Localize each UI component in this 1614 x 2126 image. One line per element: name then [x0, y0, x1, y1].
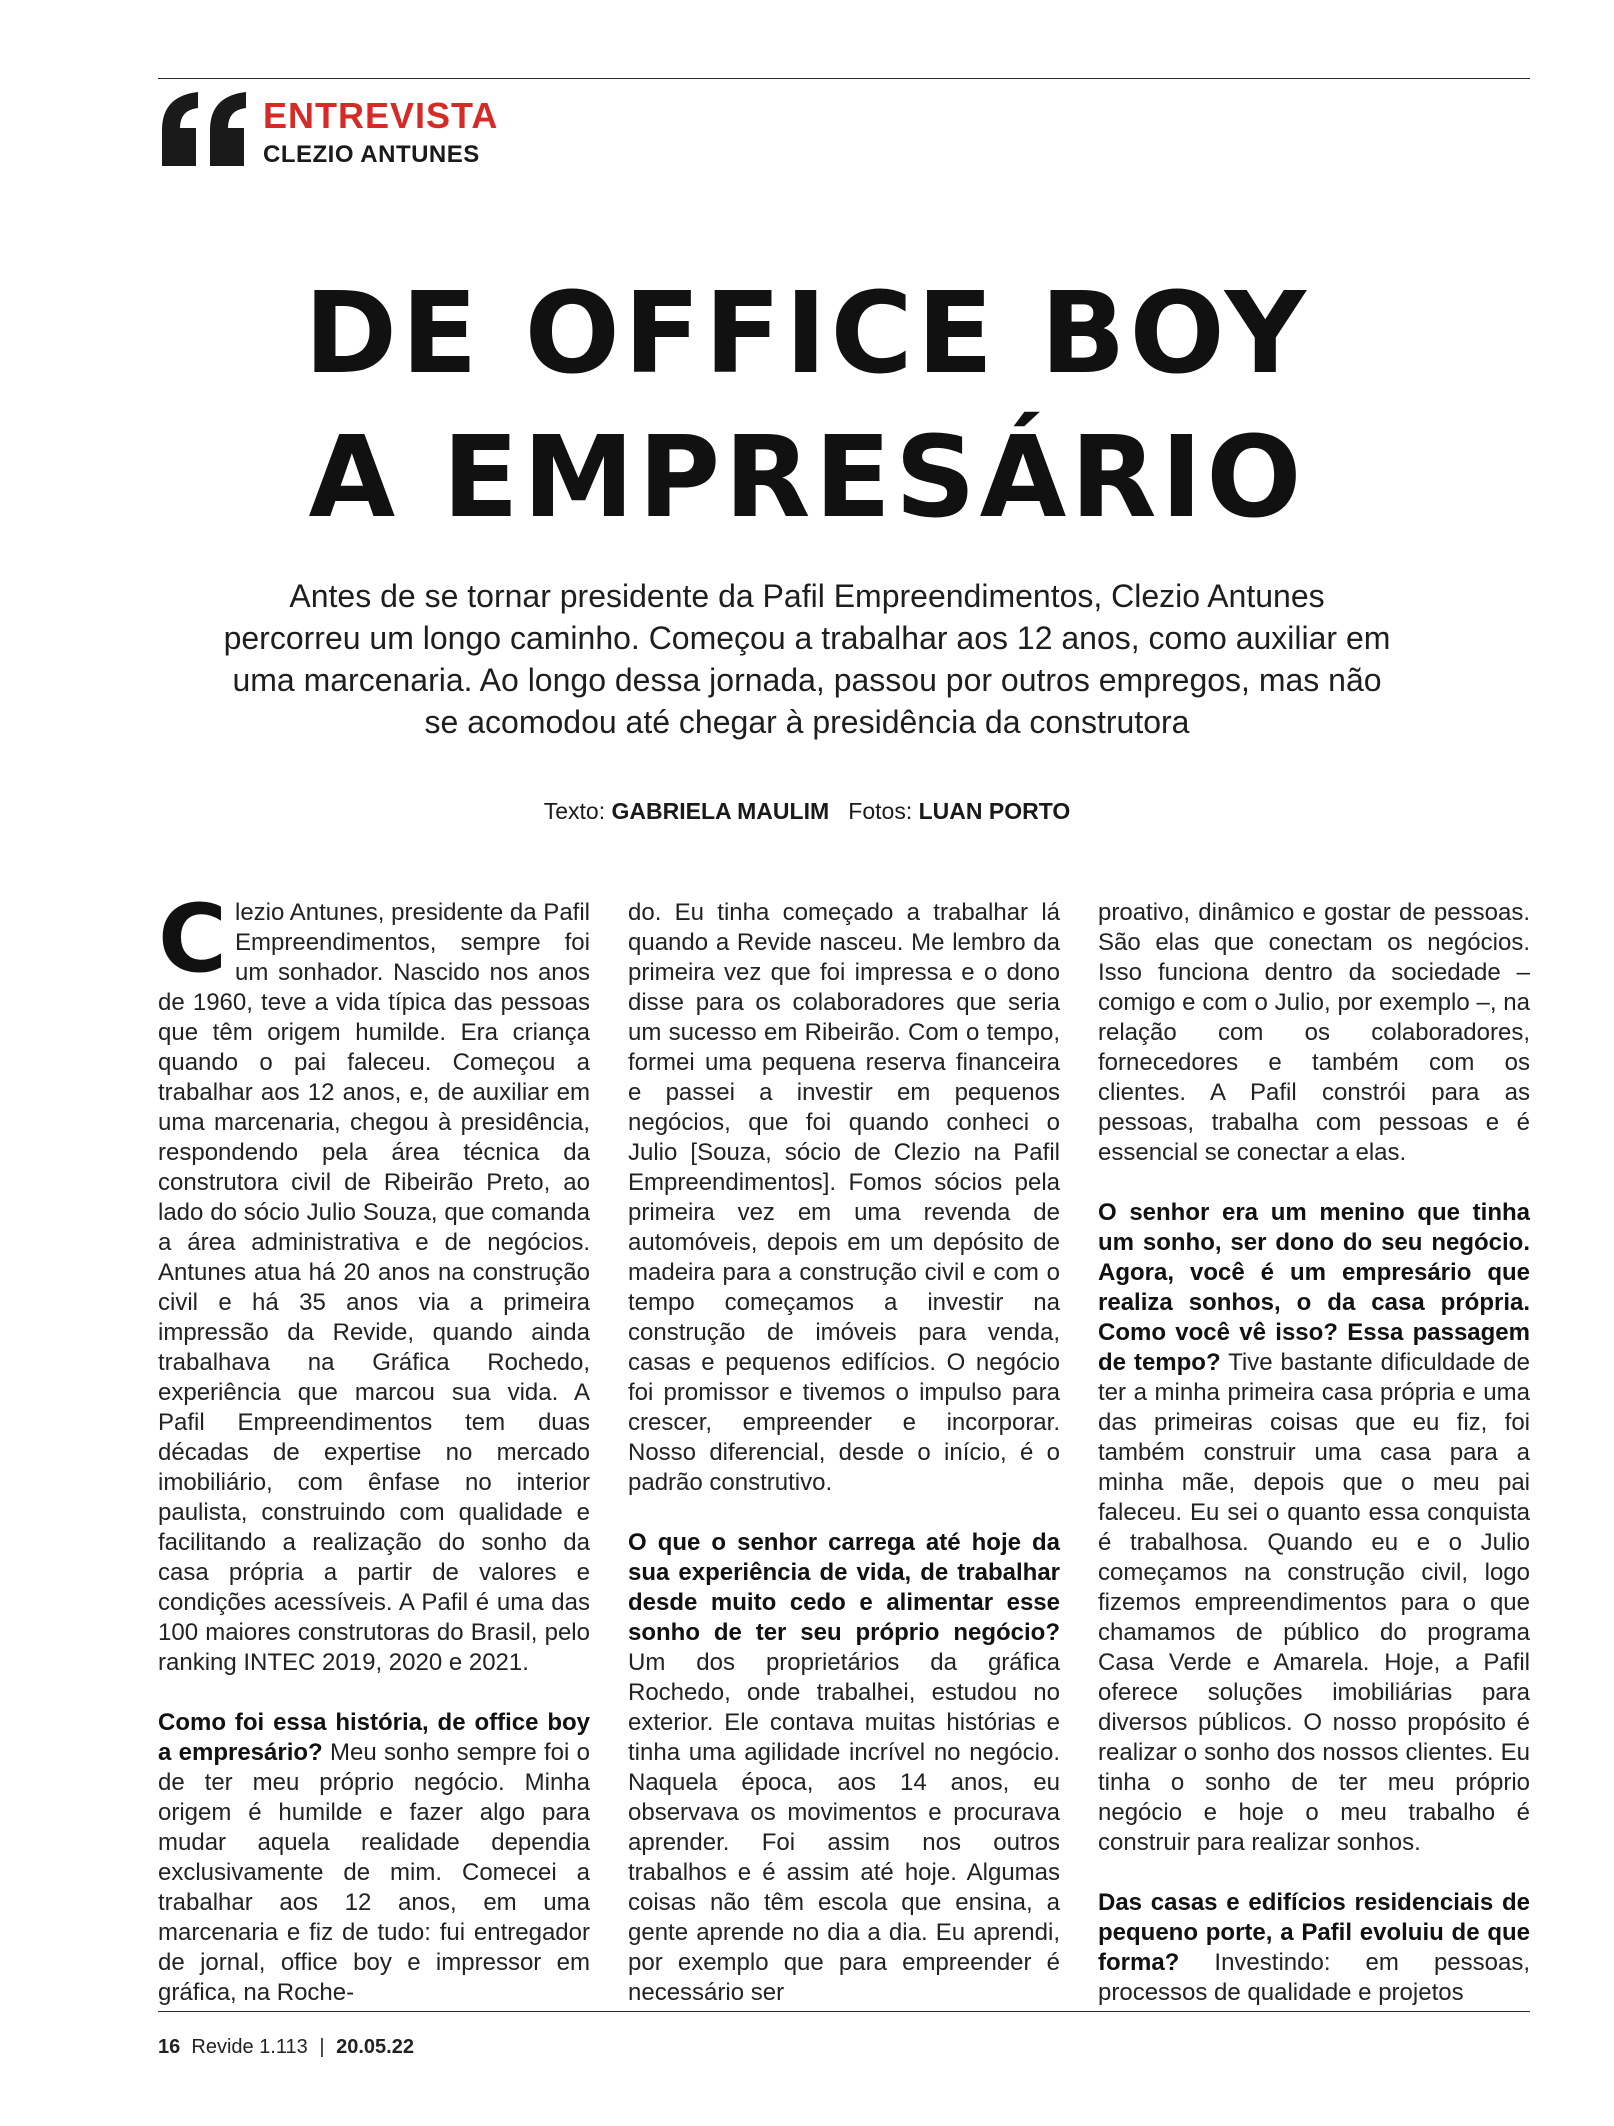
drop-cap: C — [158, 885, 227, 994]
answer-2-continued: proativo, dinâmico e gostar de pessoas. São elas que conectam os negócios. Isso funciona dentro da sociedade – comigo e com o Julio, por exemplo –, na relação com os colaboradores, fornecedores e também com os clientes. A Pafil constrói para as pessoas, trabalha com pessoas e é essencial se conectar a elas. — [1098, 899, 1530, 1166]
question-2: O que o senhor carrega até hoje da sua experiência de vida, de trabalhar desde muito cedo e alimentar esse sonho de ter seu próprio negócio? — [628, 1529, 1060, 1646]
answer-2-part-1: Um dos proprietários da gráfica Rochedo, onde trabalhei, estudou no exterior. Ele contava muitas histórias e tinha uma agilidade incrível no negócio. Naquela época, aos 14 anos, eu observava os movimentos e procurava aprender. Foi assim nos outros trabalhos e é assim até hoje. Algumas coisas não têm escola que ensina, a gente aprende no dia a dia. Eu aprendi, por exemplo que para empreender é necessário ser — [628, 1649, 1060, 2006]
section-label: ENTREVISTA — [263, 95, 499, 136]
photo-credit-author: LUAN PORTO — [918, 798, 1071, 824]
page-footer — [158, 2035, 414, 2059]
top-rule — [158, 78, 1530, 79]
text-credit-label: Texto: — [543, 798, 606, 824]
answer-1-continued: do. Eu tinha começado a trabalhar lá quando a Revide nasceu. Me lembro da primeira vez que foi impressa e o dono disse para os colaboradores que seria um sucesso em Ribeirão. Com o tempo, formei uma pequena reserva financeira e passei a investir em pequenos negócios, que foi quando conheci o Julio [Souza, sócio de Clezio na Pafil Empreendimentos]. Fomos sócios pela primeira vez em uma revenda de automóveis, depois em um depósito de madeira para a construção civil e com o tempo começamos a investir na construção de imóveis para venda, casas e pequenos edifícios. O negócio foi promissor e tivemos o impulso para crescer, empreender e incorporar. Nosso diferencial, desde o início, é o padrão construtivo. — [628, 899, 1060, 1496]
magazine-issue: Revide 1.113 — [191, 2036, 308, 2058]
page-number: 16 — [158, 2036, 181, 2058]
standfirst: Antes de se tornar presidente da Pafil Empreendimentos, Clezio Antunes percorreu um longo caminho. Começou a trabalhar aos 12 anos, como auxiliar em uma marcenaria. Ao longo dessa jornada, passou por outros empregos, mas não se acomodou até chegar à presidência da construtora — [223, 578, 1391, 740]
question-4: Das casas e edifícios residenciais de pequeno porte, a Pafil evoluiu de que forma? — [1098, 1889, 1530, 1976]
footer-divider: | — [319, 2036, 325, 2058]
interviewee-name: CLEZIO ANTUNES — [263, 141, 480, 168]
bottom-rule — [158, 2011, 1530, 2012]
qa-1 — [158, 1708, 590, 2008]
answer-3: Tive bastante dificuldade de ter a minha primeira casa própria e uma das primeiras coisas que eu fiz, foi também construir uma casa para a minha mãe, depois que o meu pai faleceu. Eu sei o quanto essa conquista é trabalhosa. Quando eu e o Julio começamos na construção civil, logo fizemos empreendimentos para o que chamamos de público do programa Casa Verde e Amarela. Hoje, a Pafil oferece soluções imobiliárias para diversos públicos. O nosso propósito é realizar o sonho dos nossos clientes. Eu tinha o sonho de ter meu próprio negócio e hoje o meu trabalho é construir para realizar sonhos. — [1098, 1349, 1530, 1856]
column-3 — [1098, 898, 1530, 2038]
intro-paragraph — [158, 885, 590, 1678]
qa-2 — [628, 1528, 1060, 2008]
answer-1-part-1: Meu sonho sempre foi o de ter meu próprio negócio. Minha origem é humilde e fazer algo para mudar aquela realidade dependia exclusivamente de mim. Comecei a trabalhar aos 12 anos, em uma marcenaria e fiz de tudo: fui entregador de jornal, office boy e impressor em gráfica, na Roche- — [158, 1739, 590, 2006]
question-1: Como foi essa história, de office boy a empresário? — [158, 1709, 590, 1766]
headline-line-1: DE OFFICE BOY — [304, 269, 1310, 399]
credits — [0, 796, 1614, 826]
column-1 — [158, 885, 590, 2038]
intro-text: lezio Antunes, presidente da Pafil Empreendimentos, sempre foi um sonhador. Nascido nos anos de 1960, teve a vida típica das pessoas que têm origem humilde. Era criança quando o pai faleceu. Começou a trabalhar aos 12 anos, e, de auxiliar em uma marcenaria, chegou à presidência, respondendo pela área técnica da construtora civil de Ribeirão Preto, ao lado do sócio Julio Souza, que comanda a área administrativa e de negócios. Antunes atua há 20 anos na construção civil e há 35 anos via a primeira impressão da Revide, quando ainda trabalhava na Gráfica Rochedo, experiência que marcou sua vida. A Pafil Empreendimentos tem duas décadas de expertise no mercado imobiliário, com ênfase no interior paulista, construindo com qualidade e facilitando a realização do sonho da casa própria a partir de valores e condições acessíveis. A Pafil é uma das 100 maiores construtoras do Brasil, pelo ranking INTEC 2019, 2020 e 2021. — [158, 899, 590, 1676]
text-credit-author: GABRIELA MAULIM — [611, 798, 830, 824]
quote-mark-icon — [158, 90, 250, 168]
question-3: O senhor era um menino que tinha um sonho, ser dono do seu negócio. Agora, você é um empresário que realiza sonhos, o da casa própria. Como você vê isso? Essa passagem de tempo? — [1098, 1199, 1530, 1376]
headline — [0, 262, 1614, 550]
headline-line-2: A EMPRESÁRIO — [308, 413, 1306, 543]
qa-4 — [1098, 1888, 1530, 2008]
issue-date: 20.05.22 — [336, 2036, 414, 2058]
qa-3 — [1098, 1198, 1530, 1858]
photo-credit-label: Fotos: — [848, 798, 913, 824]
answer-4: Investindo: em pessoas, processos de qualidade e projetos — [1098, 1949, 1530, 2006]
column-2 — [628, 898, 1060, 2038]
